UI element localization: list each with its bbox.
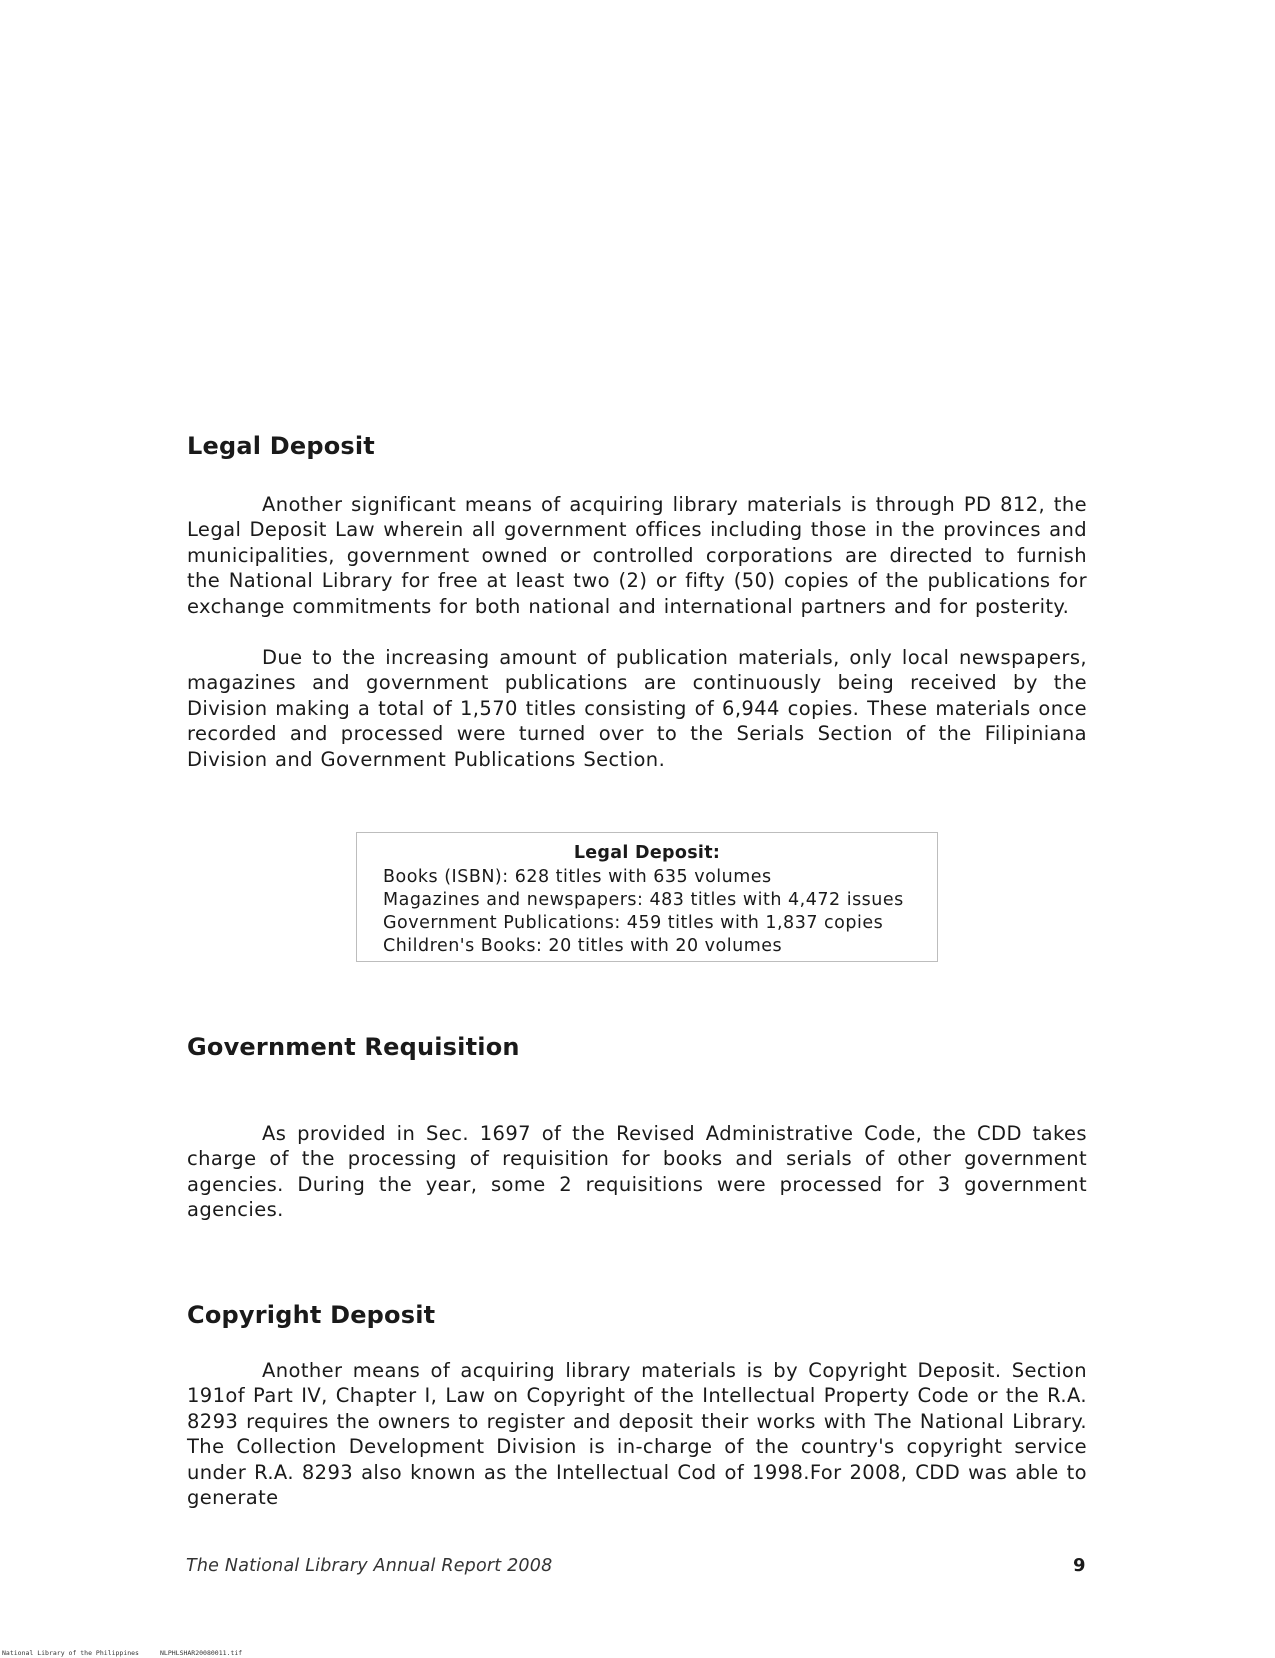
legal-deposit-paragraph-1: Another significant means of acquiring library materials is through PD 812, the Legal Deposit Law wherein all government offices including those in the provinces and municipalities, government owned or controlled corporations are directed to furnish the National Library for free at least two (2) or fifty (50) copies of the publications for exchange commitments for both national and international partners and for posterity. — [187, 493, 1087, 618]
legal-deposit-summary-box — [356, 832, 938, 962]
summary-line-government-publications: Government Publications: 459 titles with 1,837 copies — [383, 913, 884, 933]
copyright-deposit-heading: Copyright Deposit — [187, 1301, 436, 1329]
government-requisition-heading: Government Requisition — [187, 1033, 520, 1061]
copyright-deposit-paragraph: Another means of acquiring library materials is by Copyright Deposit. Section 191of Part IV, Chapter I, Law on Copyright of the Intellectual Property Code or the R.A. 8293 requires the owners to register and deposit their works with The National Library. The Collection Development Division is in-charge of the country's copyright service under R.A. 8293 also known as the Intellectual Cod of 1998.For 2008, CDD was able to generate — [187, 1359, 1087, 1510]
summary-line-childrens-books: Children's Books: 20 titles with 20 volumes — [383, 936, 783, 956]
scan-institution-label: National Library of the Philippines — [2, 1649, 139, 1657]
scan-file-label: NLPHLSHAR20080011.tif — [160, 1649, 243, 1657]
legal-deposit-heading: Legal Deposit — [187, 432, 375, 460]
page-number: 9 — [1073, 1555, 1086, 1576]
summary-line-magazines: Magazines and newspapers: 483 titles with 4,472 issues — [383, 890, 904, 910]
footer-report-title: The National Library Annual Report 2008 — [186, 1556, 553, 1576]
legal-deposit-paragraph-2: Due to the increasing amount of publication materials, only local newspapers, magazines and government publications are continuously being received by the Division making a total of 1,570 titles consisting of 6,944 copies. These materials once recorded and processed were turned over to the Serials Section of the Filipiniana Division and Government Publications Section. — [187, 646, 1087, 771]
government-requisition-paragraph: As provided in Sec. 1697 of the Revised Administrative Code, the CDD takes charge of the processing of requisition for books and serials of other government agencies. During the year, some 2 requisitions were processed for 3 government agencies. — [187, 1122, 1087, 1222]
summary-line-books: Books (ISBN): 628 titles with 635 volumes — [383, 867, 772, 887]
summary-box-title: Legal Deposit: — [573, 843, 721, 863]
